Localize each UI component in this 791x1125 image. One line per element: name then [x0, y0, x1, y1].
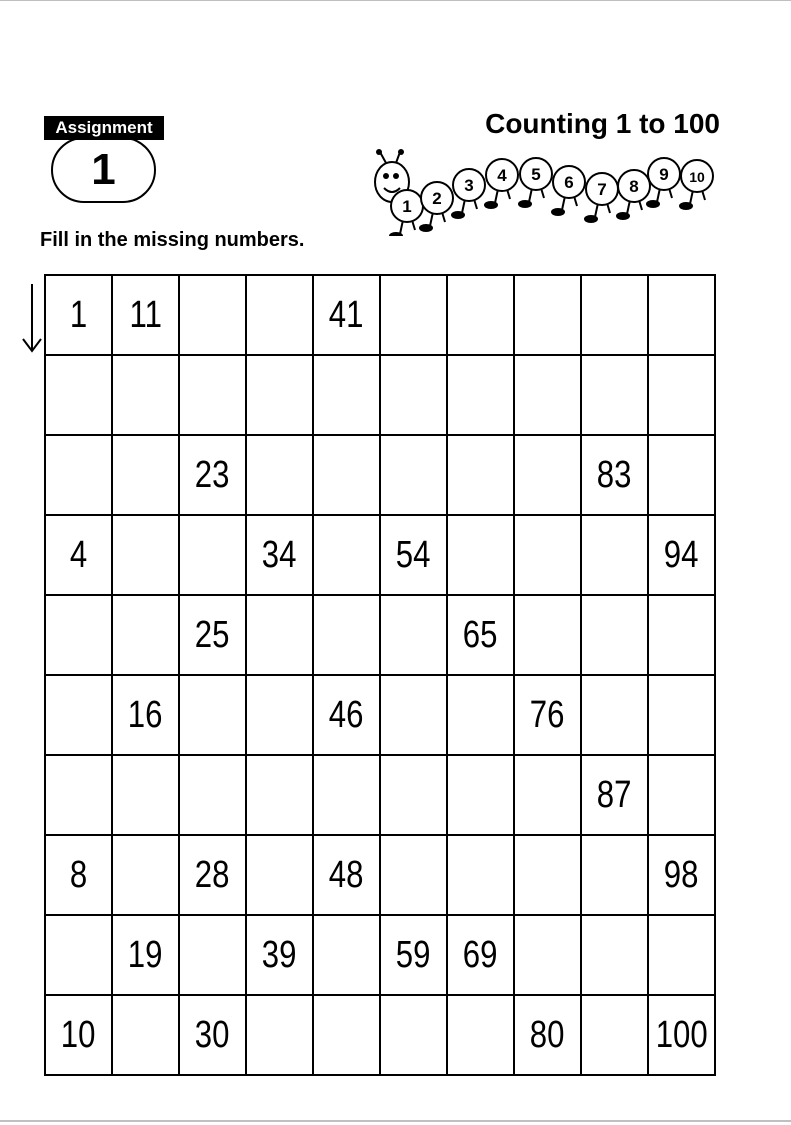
grid-cell-blank[interactable]	[179, 515, 246, 595]
grid-cell-blank[interactable]	[581, 595, 648, 675]
grid-cell-blank[interactable]	[313, 435, 380, 515]
grid-cell-blank[interactable]	[514, 435, 581, 515]
grid-cell-blank[interactable]	[313, 995, 380, 1075]
grid-cell	[246, 515, 313, 595]
grid-cell-number: 54	[396, 533, 431, 576]
grid-cell-blank[interactable]	[246, 755, 313, 835]
grid-cell	[514, 675, 581, 755]
grid-cell	[112, 915, 179, 995]
grid-cell-blank[interactable]	[514, 755, 581, 835]
grid-row	[45, 835, 715, 915]
grid-cell-blank[interactable]	[514, 915, 581, 995]
grid-cell-blank[interactable]	[45, 755, 112, 835]
grid-cell-blank[interactable]	[447, 755, 514, 835]
grid-cell-blank[interactable]	[514, 355, 581, 435]
caterpillar-segment-number: 7	[597, 180, 607, 199]
grid-cell-number: 34	[262, 533, 297, 576]
grid-cell-blank[interactable]	[179, 275, 246, 355]
grid-cell-blank[interactable]	[581, 835, 648, 915]
grid-cell-number: 11	[129, 293, 162, 336]
grid-cell	[179, 835, 246, 915]
grid-cell-blank[interactable]	[380, 675, 447, 755]
grid-cell-number: 23	[195, 453, 230, 496]
grid-cell	[45, 995, 112, 1075]
grid-cell-number: 100	[655, 1013, 708, 1056]
grid-cell-blank[interactable]	[447, 435, 514, 515]
grid-cell-blank[interactable]	[380, 355, 447, 435]
grid-cell-blank[interactable]	[112, 835, 179, 915]
grid-cell-blank[interactable]	[380, 435, 447, 515]
page-title: Counting 1 to 100	[485, 108, 720, 139]
grid-cell-blank[interactable]	[45, 915, 112, 995]
grid-cell-blank[interactable]	[179, 915, 246, 995]
grid-cell-blank[interactable]	[648, 435, 715, 515]
down-arrow-icon	[20, 282, 44, 354]
grid-row	[45, 755, 715, 835]
grid-cell	[246, 915, 313, 995]
grid-cell-blank[interactable]	[447, 355, 514, 435]
grid-cell-blank[interactable]	[380, 595, 447, 675]
grid-cell-blank[interactable]	[648, 275, 715, 355]
grid-cell-blank[interactable]	[45, 435, 112, 515]
grid-cell-blank[interactable]	[648, 355, 715, 435]
grid-cell-blank[interactable]	[45, 595, 112, 675]
grid-cell	[179, 595, 246, 675]
grid-cell	[313, 835, 380, 915]
grid-cell-blank[interactable]	[313, 915, 380, 995]
grid-cell-blank[interactable]	[45, 355, 112, 435]
grid-cell	[447, 915, 514, 995]
grid-cell-blank[interactable]	[313, 595, 380, 675]
grid-cell-blank[interactable]	[581, 515, 648, 595]
grid-cell	[648, 515, 715, 595]
grid-cell-blank[interactable]	[246, 995, 313, 1075]
grid-cell-blank[interactable]	[581, 995, 648, 1075]
grid-cell-blank[interactable]	[447, 275, 514, 355]
caterpillar-segment-number: 10	[689, 169, 705, 185]
grid-cell	[648, 995, 715, 1075]
top-rule	[0, 0, 791, 1]
grid-cell-blank[interactable]	[112, 595, 179, 675]
grid-cell-number: 41	[329, 293, 364, 336]
grid-cell-blank[interactable]	[112, 755, 179, 835]
grid-row	[45, 595, 715, 675]
grid-cell	[380, 515, 447, 595]
grid-cell	[313, 275, 380, 355]
grid-cell-blank[interactable]	[380, 755, 447, 835]
caterpillar-segment-number: 2	[432, 189, 442, 208]
grid-cell	[380, 915, 447, 995]
grid-cell	[112, 275, 179, 355]
grid-cell-blank[interactable]	[514, 515, 581, 595]
grid-cell-number: 80	[530, 1013, 565, 1056]
grid-cell-blank[interactable]	[648, 595, 715, 675]
grid-cell-number: 30	[195, 1013, 230, 1056]
grid-cell-blank[interactable]	[648, 915, 715, 995]
grid-cell-blank[interactable]	[447, 515, 514, 595]
grid-cell-number: 69	[463, 933, 498, 976]
caterpillar-segment-number: 4	[497, 166, 507, 185]
grid-cell-blank[interactable]	[514, 835, 581, 915]
grid-row	[45, 355, 715, 435]
grid-cell	[45, 275, 112, 355]
grid-cell-number: 46	[329, 693, 364, 736]
grid-cell-number: 8	[69, 853, 88, 896]
grid-cell-blank[interactable]	[112, 355, 179, 435]
grid-cell	[45, 835, 112, 915]
grid-cell-number: 25	[195, 613, 230, 656]
grid-cell-blank[interactable]	[179, 675, 246, 755]
grid-cell-blank[interactable]	[380, 835, 447, 915]
grid-cell-blank[interactable]	[112, 435, 179, 515]
caterpillar-segment-number: 3	[464, 176, 474, 195]
grid-cell-blank[interactable]	[246, 355, 313, 435]
grid-cell-number: 28	[195, 853, 230, 896]
caterpillar-icon	[366, 148, 726, 236]
grid-cell-blank[interactable]	[246, 435, 313, 515]
caterpillar-segment-number: 6	[564, 173, 574, 192]
grid-cell	[45, 515, 112, 595]
grid-cell-blank[interactable]	[447, 995, 514, 1075]
grid-cell-blank[interactable]	[447, 835, 514, 915]
grid-cell-blank[interactable]	[313, 515, 380, 595]
grid-row	[45, 915, 715, 995]
caterpillar-segment-number: 9	[659, 165, 669, 184]
grid-cell-blank[interactable]	[112, 515, 179, 595]
caterpillar-segment-number: 1	[402, 197, 412, 216]
grid-cell-number: 87	[597, 773, 632, 816]
grid-cell-blank[interactable]	[112, 995, 179, 1075]
grid-cell-blank[interactable]	[514, 595, 581, 675]
grid-cell-blank[interactable]	[380, 995, 447, 1075]
grid-cell-number: 16	[128, 693, 163, 736]
grid-row	[45, 515, 715, 595]
grid-cell	[648, 835, 715, 915]
grid-cell	[514, 995, 581, 1075]
grid-cell	[581, 435, 648, 515]
grid-cell-number: 19	[128, 933, 163, 976]
grid-cell-blank[interactable]	[246, 595, 313, 675]
grid-cell-number: 59	[396, 933, 431, 976]
grid-cell-number: 10	[61, 1013, 96, 1056]
grid-cell	[179, 435, 246, 515]
grid-cell-blank[interactable]	[380, 275, 447, 355]
grid-cell-number: 65	[463, 613, 498, 656]
grid-cell-blank[interactable]	[179, 355, 246, 435]
grid-cell-blank[interactable]	[648, 755, 715, 835]
grid-cell-number: 98	[664, 853, 699, 896]
caterpillar-segment-number: 5	[531, 165, 541, 184]
grid-row	[45, 995, 715, 1075]
grid-cell-number: 48	[329, 853, 364, 896]
grid-cell-blank[interactable]	[581, 915, 648, 995]
grid-cell-blank[interactable]	[45, 675, 112, 755]
caterpillar-segment-number: 8	[629, 177, 639, 196]
grid-cell	[313, 675, 380, 755]
grid-cell-blank[interactable]	[581, 275, 648, 355]
grid-cell-number: 83	[597, 453, 632, 496]
grid-cell-blank[interactable]	[246, 835, 313, 915]
number-grid	[44, 274, 716, 1076]
instructions: Fill in the missing numbers.	[40, 229, 305, 251]
grid-cell-blank[interactable]	[648, 675, 715, 755]
grid-cell-number: 1	[69, 293, 88, 336]
grid-row	[45, 275, 715, 355]
grid-cell-blank[interactable]	[581, 355, 648, 435]
grid-cell-number: 76	[530, 693, 565, 736]
assignment-label: Assignment	[44, 116, 164, 140]
grid-row	[45, 675, 715, 755]
assignment-number: 1	[51, 137, 156, 203]
grid-cell-number: 39	[262, 933, 297, 976]
grid-cell-blank[interactable]	[313, 755, 380, 835]
grid-cell-blank[interactable]	[581, 675, 648, 755]
grid-cell-number: 4	[69, 533, 88, 576]
grid-cell-blank[interactable]	[246, 275, 313, 355]
grid-cell	[179, 995, 246, 1075]
grid-cell	[112, 675, 179, 755]
grid-cell-blank[interactable]	[514, 275, 581, 355]
grid-cell-number: 94	[664, 533, 699, 576]
grid-cell	[581, 755, 648, 835]
bottom-rule	[0, 1120, 791, 1122]
grid-cell	[447, 595, 514, 675]
grid-cell-blank[interactable]	[313, 355, 380, 435]
grid-cell-blank[interactable]	[246, 675, 313, 755]
grid-row	[45, 435, 715, 515]
grid-cell-blank[interactable]	[179, 755, 246, 835]
grid-cell-blank[interactable]	[447, 675, 514, 755]
